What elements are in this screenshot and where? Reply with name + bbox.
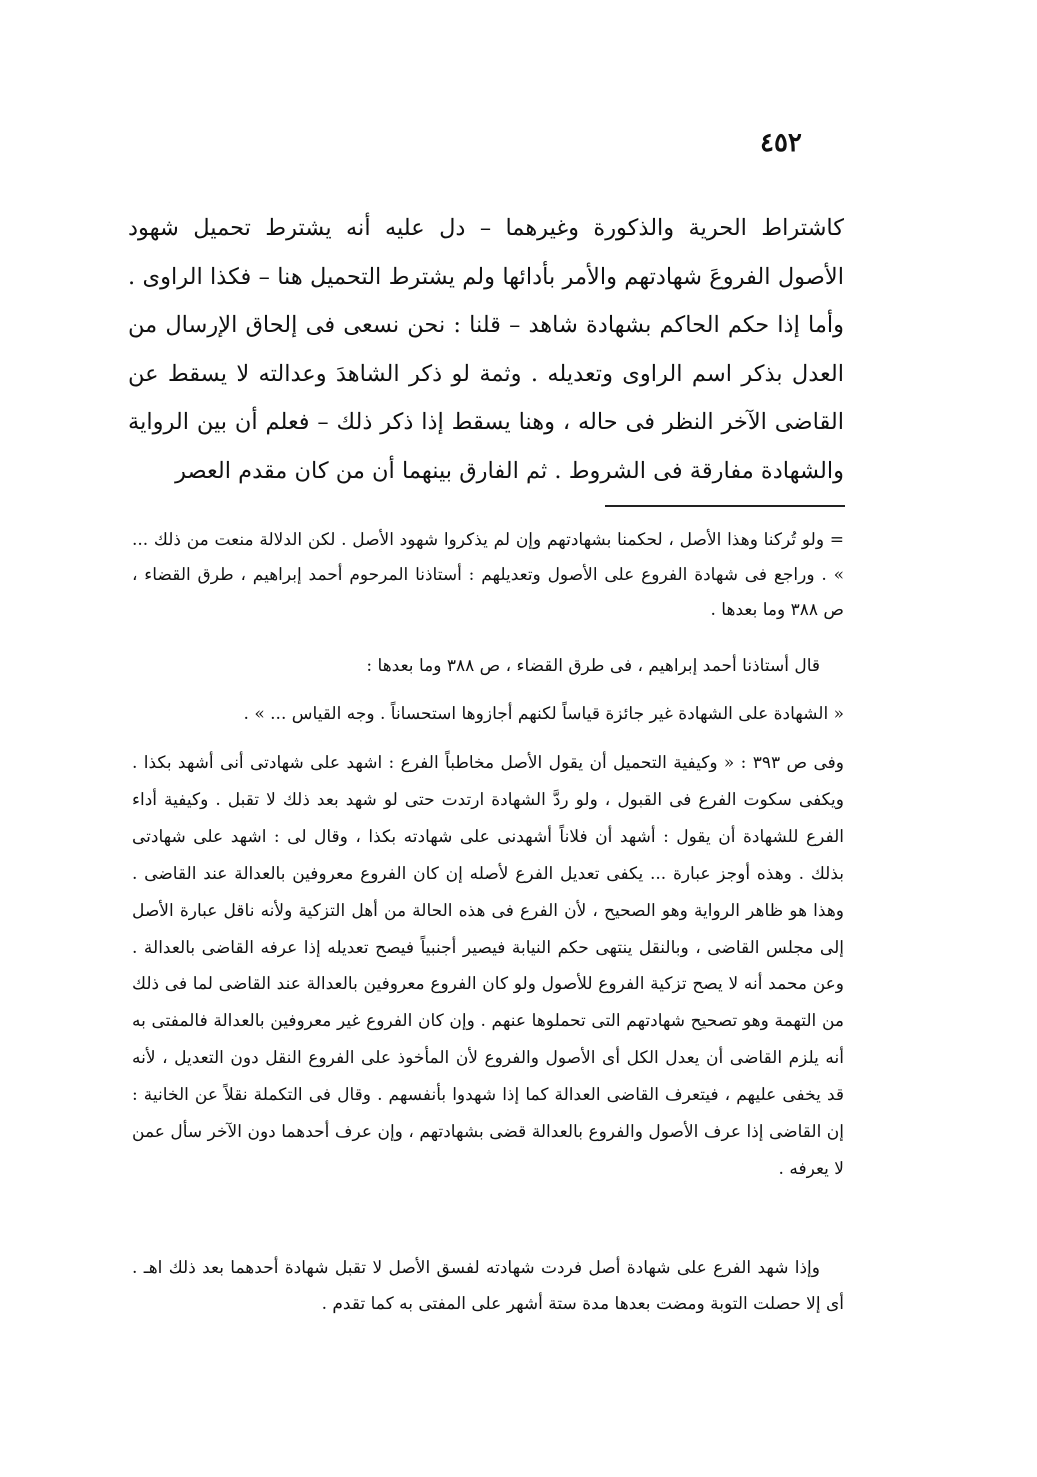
footnote-last-text: وإذا شهد الفرع على شهادة أصل فردت شهادته لفسق الأصل لا تقبل شهادة أحدهما بعد ذلك اهـ . أى إلا حصلت التوبة ومضت بعدها مدة ستة أشهر على المفتى به كما تقدم . — [132, 1258, 844, 1314]
footnote-last — [132, 1250, 844, 1322]
footnote-quote-text: « الشهادة على الشهادة غير جائزة قياساً لكنهم أجازوها استحساناً . وجه القياس ... » . — [243, 704, 844, 724]
footnote-continuation-text: = ولو تُركنا وهذا الأصل ، لحكمنا بشهادتهم وإن لم يذكروا شهود الأصل . لكن الدلالة منعت من ذلك ... » . وراجع فى شهادة الفروع على الأصول وتعديلهم : أستاذنا المرحوم أحمد إبراهيم ، طرق القضاء ، ص ٣٨٨ وما بعدها . — [132, 530, 844, 620]
footnote-body — [132, 745, 844, 1188]
footnote-intro-text: قال أستاذنا أحمد إبراهيم ، فى طرق القضاء ، ص ٣٨٨ وما بعدها : — [366, 656, 820, 676]
page-number: ٤٥٢ — [760, 128, 802, 158]
footnote-intro — [132, 649, 844, 684]
footnote-body-text: وفى ص ٣٩٣ : « وكيفية التحميل أن يقول الأصل مخاطباً الفرع : اشهد على شهادتى أنى أشهد بكذا . ويكفى سكوت الفرع فى القبول ، ولو ردَّ الشهادة ارتدت حتى لو شهد بعد ذلك لا تقبل . وكيفية أداء الفرع للشهادة أن يقول : أشهد أن فلاناً أشهدنى على شهادته بكذا ، وقال لى : اشهد على شهادتى بذلك . وهذه أوجز عبارة ... يكفى تعديل الفرع لأصله إن كان الفروع معروفين بالعدالة عند القاضى . وهذا هو ظاهر الرواية وهو الصحيح ، لأن الفرع فى هذه الحالة من أهل التزكية ولأنه ناقل عبارة الأصل إلى مجلس القاضى ، وبالنقل ينتهى حكم النيابة فيصير أجنبياً فيصح تعديله إذا عرفه القاضى بالعدالة . وعن محمد أنه لا يصح تزكية الفروع للأصول ولو كان الفروع معروفين بالعدالة عند القاضى لما فى ذلك من التهمة وهو تصحيح شهادتهم التى تحملوها عنهم . وإن كان الفروع غير معروفين بالعدالة فالمفتى به أنه يلزم القاضى أن يعدل الكل أى الأصول والفروع لأن المأخوذ على الفروع النقل دون التعديل ، لأنه قد يخفى عليهم ، فيتعرف القاضى العدالة كما إذا شهدوا بأنفسهم . وقال فى التكملة نقلاً عن الخانية : إن القاضى إذا عرف الأصول والفروع بالعدالة قضى بشهادتهم ، وإن عرف أحدهما دون الآخر سأل عمن لا يعرفه . — [132, 753, 844, 1179]
footnote-continuation — [132, 523, 844, 628]
main-text-block — [128, 204, 844, 496]
main-paragraph: كاشتراط الحرية والذكورة وغيرهما – دل عليه أنه يشترط تحميل شهود الأصول الفروعَ شهادتهم والأمر بأدائها ولم يشترط التحميل هنا – فكذا الراوى . وأما إذا حكم الحاكم بشهادة شاهد – قلنا : نحن نسعى فى إلحاق الإرسال من العدل بذكر اسم الراوى وتعديله . وثمة لو ذكر الشاهدَ وعدالته لا يسقط عن القاضى الآخر النظر فى حاله ، وهنا يسقط إذا ذكر ذلك – فعلم أن بين الرواية والشهادة مفارقة فى الشروط . ثم الفارق بينهما أن من كان مقدم العصر — [128, 215, 844, 484]
footnote-quote — [132, 697, 844, 732]
footnote-divider — [605, 505, 845, 507]
